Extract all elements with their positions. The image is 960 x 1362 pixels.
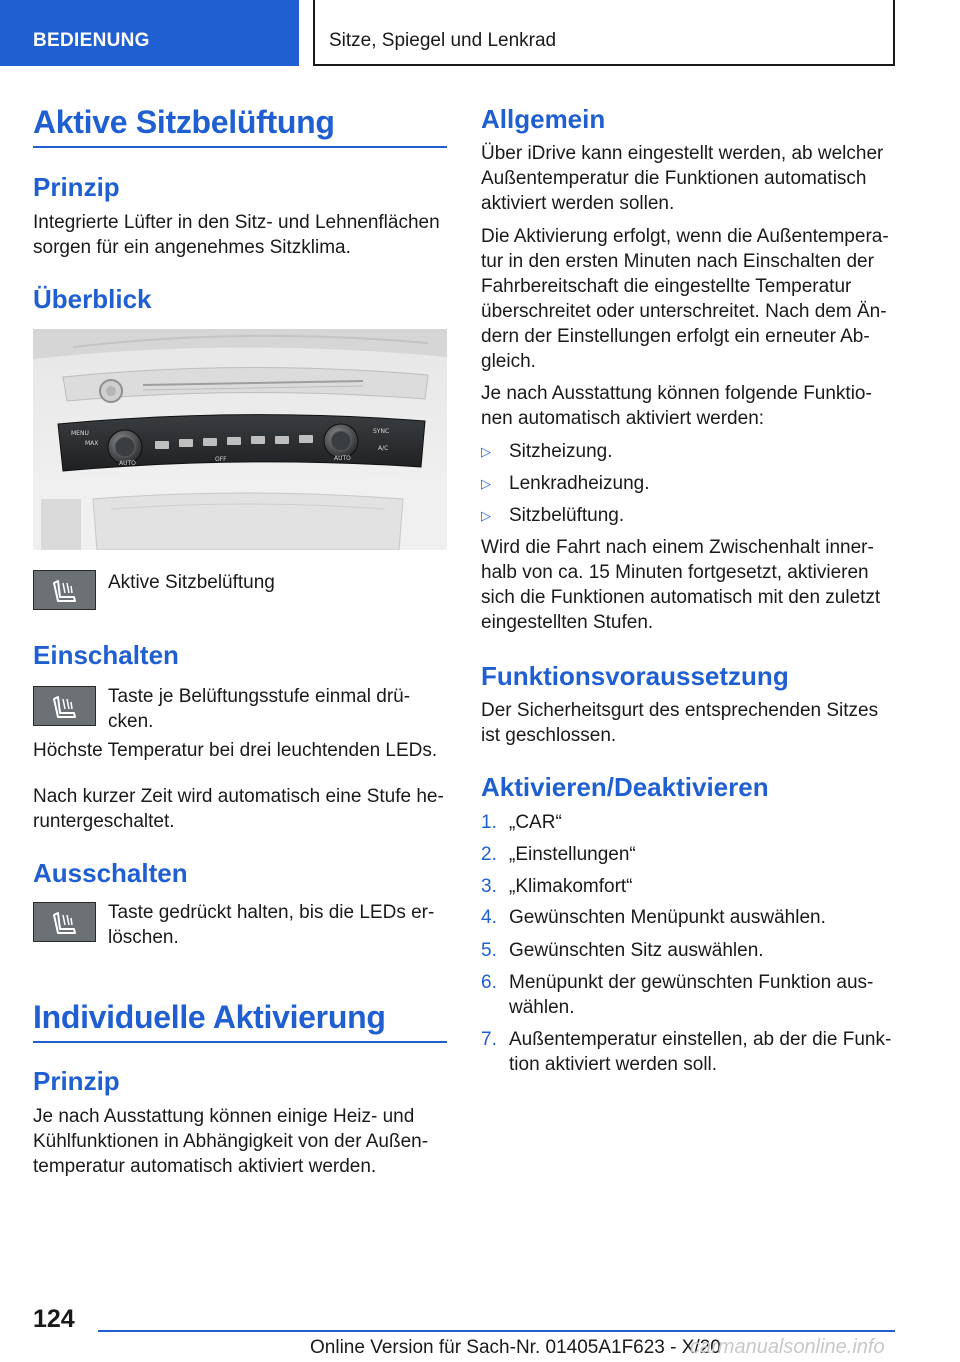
section-heading-individuelle-aktivierung: Individuelle Aktivierung xyxy=(33,999,386,1035)
bullet-triangle-icon: ▷ xyxy=(481,476,491,491)
paragraph-einschalten-1: Höchste Temperatur bei drei leuchtenden LEDs. xyxy=(33,740,438,761)
subheading-prinzip-2: Prinzip xyxy=(33,1066,120,1096)
seat-ventilation-icon xyxy=(34,571,97,611)
panel-label-max: MAX xyxy=(85,440,99,447)
chapter-tab xyxy=(313,0,895,66)
seat-ventilation-button-image xyxy=(33,686,96,726)
subheading-einschalten: Einschalten xyxy=(33,640,179,670)
subheading-aktivieren-deaktivieren: Aktivieren/Deaktivieren xyxy=(481,772,769,802)
section-heading-aktive-sitzbelueftung: Aktive Sitzbelüftung xyxy=(33,104,335,140)
panel-label-sync: SYNC xyxy=(373,428,390,435)
footer-online-version: Online Version für Sach-Nr. 01405A1F623 - X/20 xyxy=(310,1337,721,1358)
paragraph-allgemein-1: Über iDrive kann eingestellt werden, ab welcher Außentemperatur die Funktionen automatisch aktiviert werden sollen. xyxy=(481,143,884,214)
seat-ventilation-button-image xyxy=(33,570,96,610)
page-number: 124 xyxy=(33,1305,75,1333)
bullet-triangle-icon: ▷ xyxy=(481,508,491,523)
seat-ventilation-button-image xyxy=(33,902,96,942)
paragraph-prinzip: Integrierte Lüfter in den Sitz- und Lehnenflächen sorgen für ein angenehmes Sitzklima. xyxy=(33,212,440,258)
subheading-ausschalten: Ausschalten xyxy=(33,858,188,888)
subheading-ueberblick: Überblick xyxy=(33,284,152,314)
seat-ventilation-icon xyxy=(34,687,97,727)
paragraph-einschalten-step: Taste je Belüftungsstufe einmal drü- cken. xyxy=(108,686,411,732)
section-title: BEDIENUNG xyxy=(33,30,150,51)
subheading-prinzip: Prinzip xyxy=(33,172,120,202)
paragraph-allgemein-3: Je nach Ausstattung können folgende Funktio- nen automatisch aktiviert werden: xyxy=(481,383,872,429)
climate-panel-photo xyxy=(33,329,447,550)
heading-rule xyxy=(33,1041,447,1043)
subheading-allgemein: Allgemein xyxy=(481,104,606,134)
panel-label-ac: A/C xyxy=(378,445,389,452)
footer-rule xyxy=(98,1330,895,1332)
bullet-triangle-icon: ▷ xyxy=(481,444,491,459)
panel-label-auto-right: AUTO xyxy=(334,455,351,462)
watermark: carmanualsonline.info xyxy=(690,1336,885,1358)
heading-rule xyxy=(33,146,447,148)
paragraph-ausschalten: Taste gedrückt halten, bis die LEDs er- löschen. xyxy=(108,902,435,948)
section-tab xyxy=(0,0,299,66)
paragraph-allgemein-4: Wird die Fahrt nach einem Zwischenhalt inner- halb von ca. 15 Minuten fortgesetzt, aktivieren sich die Funktionen automatisch mit den zuletzt eingestellten Stufen. xyxy=(481,537,881,633)
chapter-title: Sitze, Spiegel und Lenkrad xyxy=(329,30,557,51)
panel-label-off: OFF xyxy=(215,456,227,463)
panel-label-menu: MENU xyxy=(71,430,89,437)
paragraph-einschalten-2: Nach kurzer Zeit wird automatisch eine Stufe he- runtergeschaltet. xyxy=(33,786,444,832)
panel-label-auto-left: AUTO xyxy=(119,460,136,467)
icon-caption: Aktive Sitzbelüftung xyxy=(108,572,275,593)
paragraph-funktionsvoraussetzung: Der Sicherheitsgurt des entsprechenden Sitzes ist geschlossen. xyxy=(481,700,879,746)
paragraph-indiv-prinzip: Je nach Ausstattung können einige Heiz- und Kühlfunktionen in Abhängigkeit von der Außen- temperatur automatisch aktiviert werden. xyxy=(33,1106,429,1177)
paragraph-allgemein-2: Die Aktivierung erfolgt, wenn die Außentempera- tur in den ersten Minuten nach Einschalten der Fahrbereitschaft die eingestellte Temperatur überschreitet oder unterschreitet. Nach dem Än- dern der Einstellungen erfolgt ein erneuter Ab- gleich. xyxy=(481,226,889,372)
subheading-funktionsvoraussetzung: Funktionsvoraussetzung xyxy=(481,661,789,691)
seat-ventilation-icon xyxy=(34,903,97,943)
